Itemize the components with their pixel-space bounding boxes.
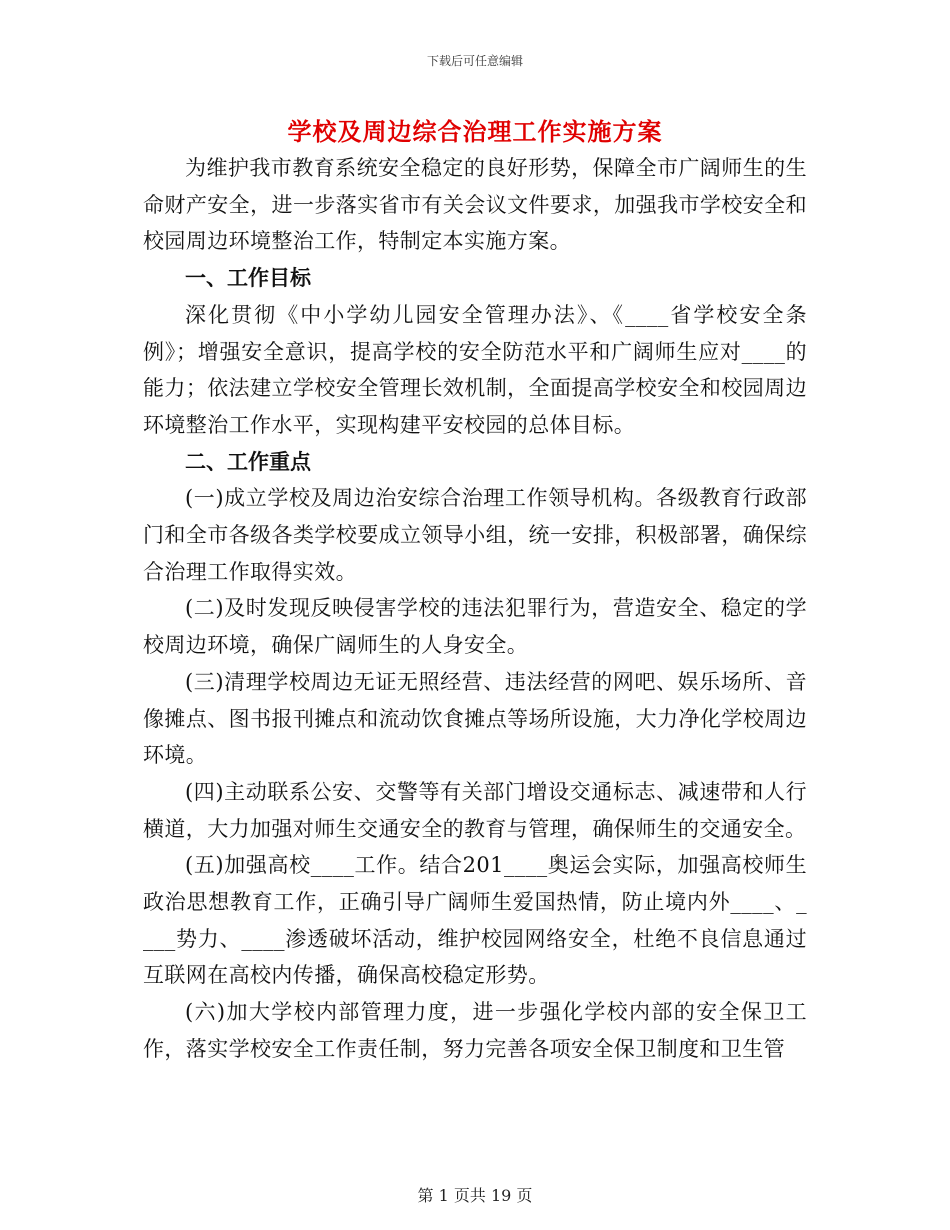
- section-heading-key-points: 二、工作重点: [185, 448, 311, 474]
- key-point-item: (六)加大学校内部管理力度，进一步强化学校内部的安全保卫工作，落实学校安全工作责任制，努力完善各项安全保卫制度和卫生管: [143, 1000, 807, 1061]
- intro-paragraph: 为维护我市教育系统安全稳定的良好形势，保障全市广阔师生的生命财产安全，进一步落实省市有关会议文件要求，加强我市学校安全和校园周边环境整治工作，特制定本实施方案。: [143, 156, 807, 254]
- key-point-item: (四)主动联系公安、交警等有关部门增设交通标志、减速带和人行横道，大力加强对师生交通安全的教育与管理，确保师生的交通安全。: [143, 779, 807, 841]
- page-header-note: 下载后可任意编辑: [426, 54, 523, 68]
- key-point-item: (一)成立学校及周边治安综合治理工作领导机构。各级教育行政部门和全市各级各类学校要成立领导小组，统一安排，积极部署，确保综合治理工作取得实效。: [143, 486, 807, 584]
- key-point-item: (二)及时发现反映侵害学校的违法犯罪行为，营造安全、稳定的学校周边环境，确保广阔师生的人身安全。: [143, 596, 807, 658]
- section-heading-goals: 一、工作目标: [185, 265, 311, 291]
- document-title: 学校及周边综合治理工作实施方案: [287, 117, 663, 146]
- document-body: [143, 150, 807, 1068]
- page-number-footer: 第 1 页共 19 页: [417, 1186, 533, 1205]
- key-point-item: (五)加强高校____工作。结合201____奥运会实际，加强高校师生政治思想教育工作，正确引导广阔师生爱国热情，防止境内外____、____势力、____渗透破坏活动，维护校园网络安全，杜绝不良信息通过互联网在高校内传播，确保高校稳定形势。: [143, 853, 807, 988]
- goals-paragraph: 深化贯彻《中小学幼儿园安全管理办法》、《____省学校安全条例》；增强安全意识，提高学校的安全防范水平和广阔师生应对____的能力；依法建立学校安全管理长效机制，全面提高学校安全和校园周边环境整治工作水平，实现构建平安校园的总体目标。: [143, 302, 807, 437]
- key-point-item: (三)清理学校周边无证无照经营、违法经营的网吧、娱乐场所、音像摊点、图书报刊摊点和流动饮食摊点等场所设施，大力净化学校周边环境。: [143, 669, 807, 768]
